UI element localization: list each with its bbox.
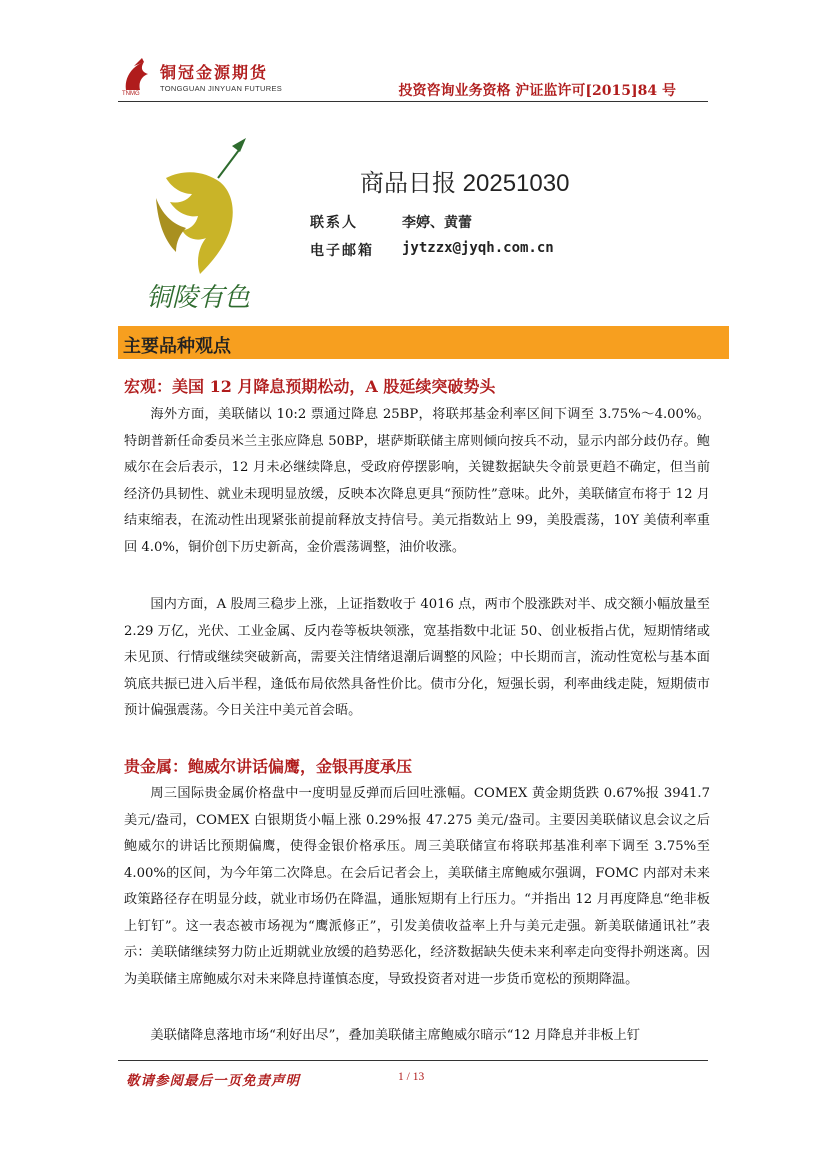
company-abbr: TNMG xyxy=(122,91,140,97)
company-name-cn: 铜冠金源期货 xyxy=(160,63,269,82)
disclaimer-note: 敬请参阅最后一页免责声明 xyxy=(126,1073,300,1089)
contact-label: 联系人 xyxy=(310,215,358,231)
report-title: 商品日报 20251030 xyxy=(360,170,570,197)
article-paragraph: 国内方面，A 股周三稳步上涨，上证指数收于 4016 点，两市个股涨跌对半、成交额小幅放量至 2.29 万亿，光伏、工业金属、反内卷等板块领涨，宽基指数中北证 50、创业板指占优，短期情绪或未见顶、行情或继续突破新高，需要关注情绪退潮后调整的风险；中长期而言，流动性宽松与基本面筑底共振已进入后半程，逢低布局依然具备性价比。债市分化，短强长弱，利率曲线走陡，短期债市预计偏强震荡。今日关注中美元首会晤。 xyxy=(124,597,710,718)
license-statement: 投资咨询业务资格 沪证监许可[2015]84 号 xyxy=(398,83,676,99)
article-heading-macro: 宏观：美国 12 月降息预期松动，A 股延续突破势头 xyxy=(124,377,496,396)
article-paragraph: 美联储降息落地市场“利好出尽”，叠加美联储主席鲍威尔暗示“12 月降息并非板上钉 xyxy=(150,1028,640,1043)
article-paragraph: 海外方面，美联储以 10:2 票通过降息 25BP，将联邦基金利率区间下调至 3.75%～4.00%。特朗普新任命委员米兰主张应降息 50BP，堪萨斯联储主席则倾向按兵不动，显示内部分歧仍存。鲍威尔在会后表示，12 月未必继续降息，受政府停摆影响，关键数据缺失令前景更趋不确定，但当前经济仍具韧性、就业未现明显放缓，反映本次降息更具“预防性”意味。此外，美联储宣布将于 12 月结束缩表，在流动性出现紧张前提前释放支持信号。美元指数站上 99，美股震荡，10Y 美债利率重回 4.0%，铜价创下历史新高，金价震荡调整，油价收涨。 xyxy=(124,407,710,555)
article-paragraph: 周三国际贵金属价格盘中一度明显反弹而后回吐涨幅。COMEX 黄金期货跌 0.67%报 3941.7 美元/盎司，COMEX 白银期货小幅上涨 0.29%报 47.275 美元/盎司。主要因美联储议息会议之后鲍威尔的讲话比预期偏鹰，使得金银价格承压。周三美联储宣布将联邦基准利率下调至 3.75%至 4.00%的区间，为今年第二次降息。在会后记者会上，美联储主席鲍威尔强调，FOMC 内部对未来政策路径存在明显分歧，就业市场仍在降温，通胀短期有上行压力。“并指出 12 月再度降息“绝非板上钉钉”。这一表态被市场视为“鹰派修正”，引发美债收益率上升与美元走强。新美联储通讯社”表示：美联储继续努力防止近期就业放缓的趋势恶化，经济数据缺失使未来利率走向变得扑朔迷离。因为美联储主席鲍威尔对未来降息持谨慎态度，导致投资者对进一步货币宽松的预期降温。 xyxy=(124,786,710,987)
email-label: 电子邮箱 xyxy=(310,243,374,259)
email-address[interactable]: jytzzx@jyqh.com.cn xyxy=(402,240,554,256)
footer-divider xyxy=(118,1060,708,1061)
tongling-emblem-icon xyxy=(136,138,276,318)
header-divider xyxy=(118,101,708,102)
page-number: 1 / 13 xyxy=(398,1071,425,1083)
contact-names: 李婷、黄蕾 xyxy=(402,215,472,231)
emblem-caption: 铜陵有色 xyxy=(146,283,251,313)
company-logo-icon xyxy=(120,56,158,96)
article-heading-precious-metals: 贵金属：鲍威尔讲话偏鹰，金银再度承压 xyxy=(124,757,413,776)
section-title: 主要品种观点 xyxy=(123,336,231,357)
company-name-en: TONGGUAN JINYUAN FUTURES xyxy=(160,84,283,93)
